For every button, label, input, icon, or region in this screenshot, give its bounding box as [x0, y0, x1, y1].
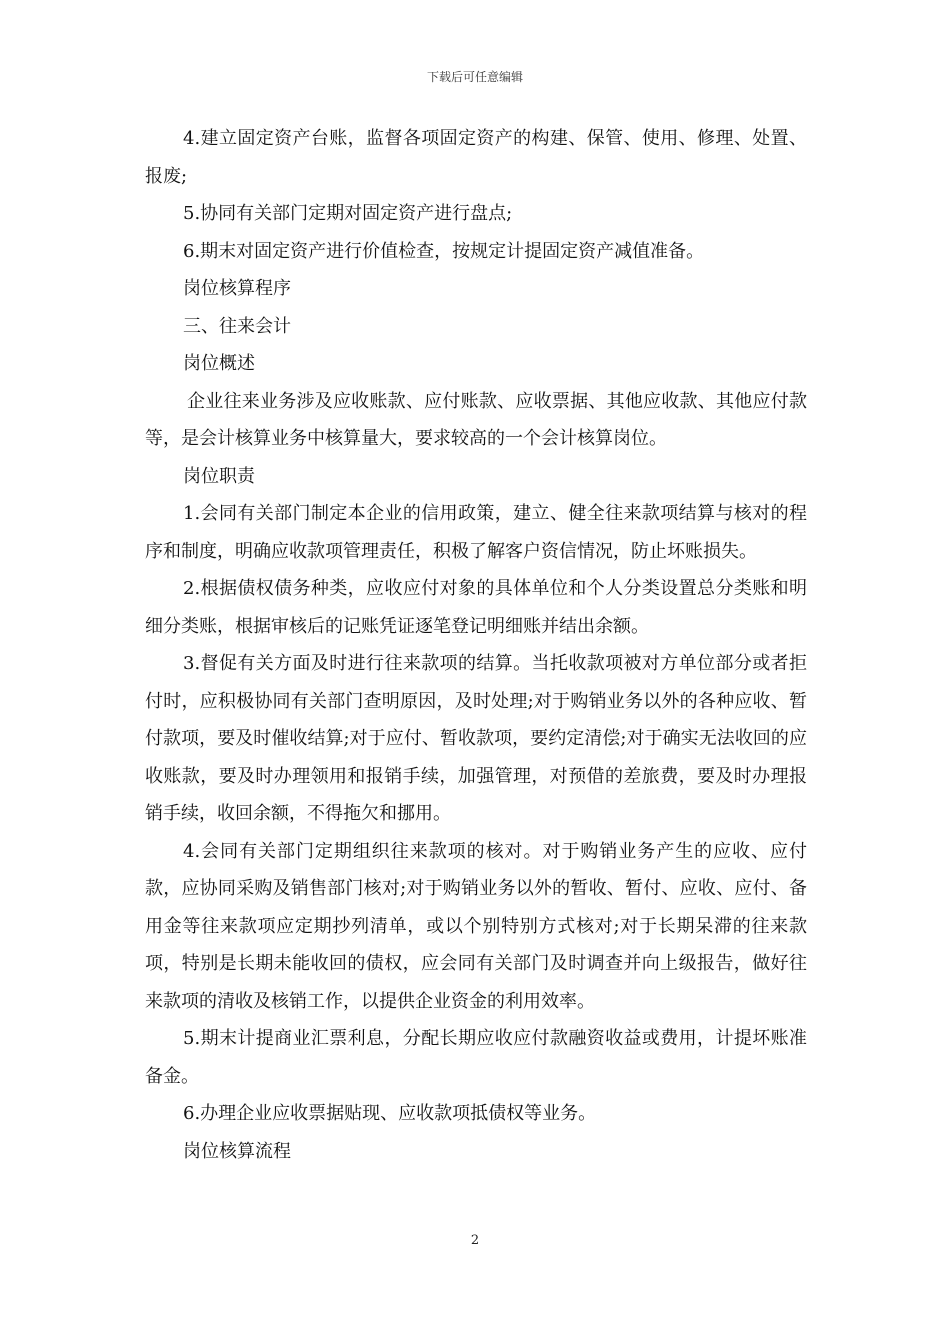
paragraph-item-5: 5.协同有关部门定期对固定资产进行盘点; — [183, 203, 513, 224]
duty-item-2: 2.根据债权债务种类，应收应付对象的具体单位和个人分类设置总分类账和明细分类账，根据审核后的记账凭证逐笔登记明细账并结出余额。 — [145, 578, 807, 637]
section-heading-overview: 岗位概述 — [183, 353, 255, 374]
duty-item-3: 3.督促有关方面及时进行往来款项的结算。当托收款项被对方单位部分或者拒付时，应积极协同有关部门查明原因，及时处理;对于购销业务以外的各种应收、暂付款项，要及时催收结算;对于应付、暂收款项，要约定清偿;对于确实无法收回的应收账款，要及时办理领用和报销手续，加强管理，对预借的差旅费，要及时办理报销手续，收回余额，不得拖欠和挪用。 — [145, 653, 807, 824]
duty-item-5: 5.期末计提商业汇票利息，分配长期应收应付款融资收益或费用，计提坏账准备金。 — [145, 1028, 807, 1087]
section-heading-accounting: 三、往来会计 — [183, 315, 291, 337]
duty-item-6: 6.办理企业应收票据贴现、应收款项抵债权等业务。 — [183, 1103, 597, 1124]
duty-item-1: 1.会同有关部门制定本企业的信用政策，建立、健全往来款项结算与核对的程序和制度，明确应收款项管理责任，积极了解客户资信情况，防止坏账损失。 — [145, 503, 807, 562]
page-number: 2 — [470, 1233, 480, 1248]
duty-item-4: 4.会同有关部门定期组织往来款项的核对。对于购销业务产生的应收、应付款，应协同采购及销售部门核对;对于购销业务以外的暂收、暂付、应收、应付、备用金等往来款项应定期抄列清单，或以个别特别方式核对;对于长期呆滞的往来款项，特别是长期未能收回的债权，应会同有关部门及时调查并向上级报告，做好往来款项的清收及核销工作，以提供企业资金的利用效率。 — [145, 840, 807, 1012]
section-heading-duties: 岗位职责 — [183, 465, 255, 487]
header-note: 下载后可任意编辑 — [426, 70, 523, 84]
paragraph-item-6: 6.期末对固定资产进行价值检查，按规定计提固定资产减值准备。 — [183, 240, 705, 262]
overview-paragraph: 企业往来业务涉及应收账款、应付账款、应收票据、其他应收款、其他应付款等，是会计核算业务中核算量大，要求较高的一个会计核算岗位。 — [145, 390, 807, 449]
section-heading-procedure: 岗位核算程序 — [183, 278, 291, 299]
document-body — [145, 120, 807, 1170]
section-heading-flow: 岗位核算流程 — [183, 1140, 291, 1162]
paragraph-item-4: 4.建立固定资产台账，监督各项固定资产的构建、保管、使用、修理、处置、报废; — [145, 128, 807, 187]
